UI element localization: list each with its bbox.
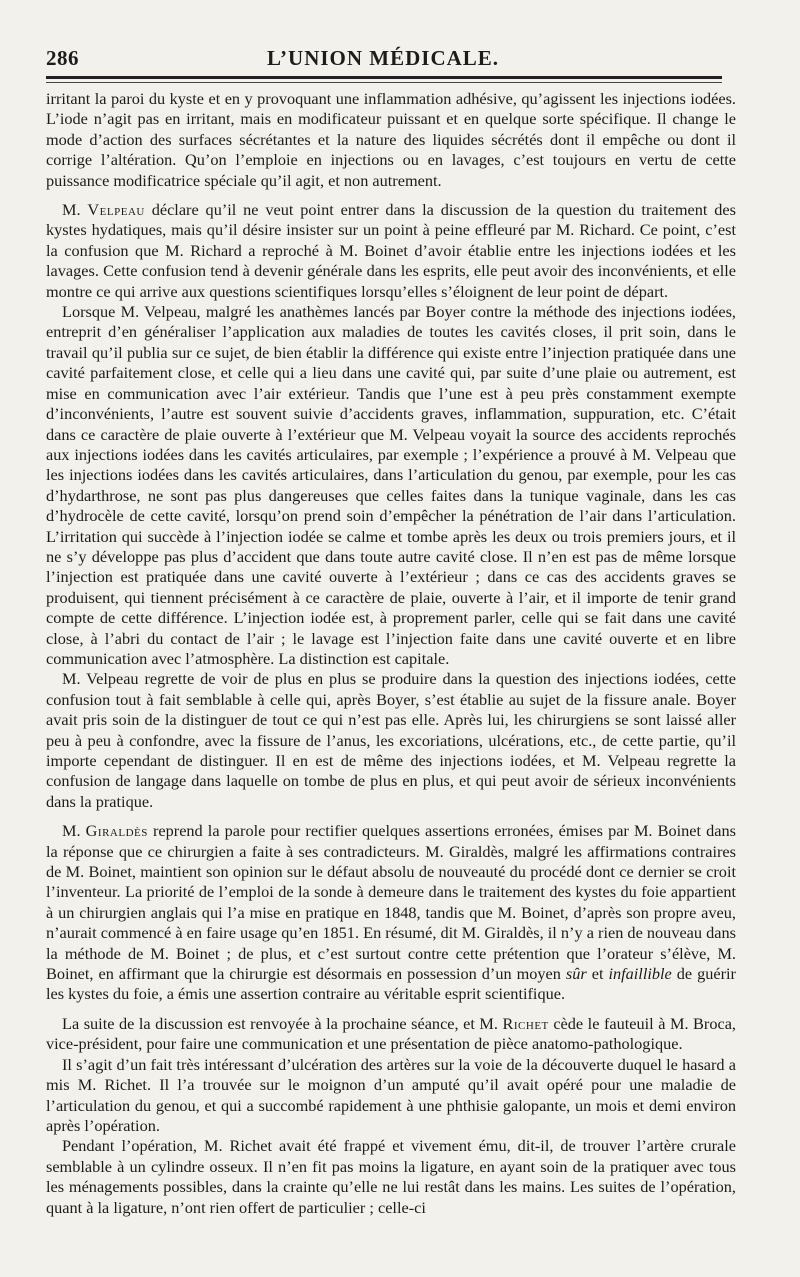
paragraph-spacer xyxy=(46,191,736,200)
running-title: L’UNION MÉDICALE. xyxy=(266,46,500,70)
paragraph-text: de guérir les kystes du foie, a émis une assertion contraire au véritable esprit scientifique. xyxy=(46,964,736,1004)
speaker-prefix: M. xyxy=(62,821,81,841)
paragraph-8 xyxy=(46,1136,736,1218)
paragraph-5 xyxy=(46,821,736,1005)
body-text xyxy=(46,89,736,1218)
paragraph-1 xyxy=(46,89,736,191)
paragraph-spacer xyxy=(46,1005,736,1014)
paragraph-text: reprend la parole pour rectifier quelques assertions erronées, émises par M. Boinet dans la réponse que ce chirurgien a faite à ses contradicteurs. M. Giraldès, malgré les affirmations contraires de M. Boinet, maintient son opinion sur le défaut absolu de nouveauté du procédé dont ce dernier se croit l’inventeur. La priorité de l’emploi de la sonde à demeure dans le traitement des kystes du foie appartient à un chirurgien anglais qui l’a mise en pratique en 1848, tandis que M. Boinet, d’après son propre aveu, n’aurait commencé à en faire usage qu’en 1851. En résumé, dit M. Giraldès, il n’y a rien de nouveau dans la méthode de M. Boinet ; de plus, et c’est surtout contre cette prétention que l’orateur s’élève, M. Boinet, en affirmant que la chirurgie est désormais en possession d’un moyen xyxy=(46,821,736,984)
paragraph-2 xyxy=(46,200,736,302)
speaker-name: Velpeau xyxy=(87,200,145,220)
paragraph-text: Lorsque M. Velpeau, malgré les anathèmes lancés par Boyer contre la méthode des injections iodées, entreprit d’en généraliser l’application aux maladies de toutes les cavités closes, il prit soin, dans le travail qu’il publia sur ce sujet, de bien établir la différence qui existe entre l’injection pratiquée dans une cavité parfaitement close, et celle qui a lieu dans une cavité qui, par suite d’une plaie ou autrement, est mise en communication avec l’air extérieur. Tandis que l’une est à peu près constamment exempte d’inconvénients, l’autre est souvent suivie d’accidents graves, inflammation, suppuration, etc. C’était dans ce caractère de plaie ouverte à l’extérieur que M. Velpeau voyait la source des accidents reprochés aux injections iodées dans les cavités articulaires, par exemple ; l’expérience a prouvé à M. Velpeau que les injections iodées dans les cavités articulaires, dans l’articulation du genou, par exemple, pour les cas d’hydarthrose, ne sont pas plus dangereuses que celles faites dans la tunique vaginale, dans les cas d’hydrocèle de cette cavité, lorsqu’on prend soin d’empêcher la pénétration de l’air dans l’articulation. L’irritation qui succède à l’injection iodée se calme et tombe après les deux ou trois premiers jours, et il ne s’y développe pas plus d’accident que dans toute autre cavité close. Il n’en est pas de même lorsque l’injection est pratiquée dans une cavité ouverte à l’extérieur ; dans ce cas des accidents graves se produisent, qui tiennent précisément à ce caractère de plaie, ouverte à l’air, et il importe de tenir grand compte de cette différence. L’injection iodée est, à proprement parler, celle qui se fait dans une cavité close, à l’abri du contact de l’air ; le lavage est l’injection faite dans une cavité ouverte et en libre communication avec l’atmosphère. La distinction est capitale. xyxy=(46,302,736,668)
paragraph-text: Pendant l’opération, M. Richet avait été frappé et vivement ému, dit-il, de trouver l’artère crurale semblable à un cylindre osseux. Il n’en fit pas moins la ligature, en ayant soin de la pratiquer avec tous les ménagements possibles, dans la crainte qu’elle ne lui restât dans les mains. Les suites de l’opération, quant à la ligature, n’ont rien offert de particulier ; celle-ci xyxy=(46,1136,736,1217)
paragraph-text: La suite de la discussion est renvoyée à la prochaine séance, et M. xyxy=(62,1013,498,1033)
paragraph-text: cède le fauteuil à M. Broca, vice-président, pour faire une communication et une présentation de pièce anatomo-pathologique. xyxy=(46,1013,737,1054)
page-number: 286 xyxy=(46,46,79,70)
speaker-name: Giraldès xyxy=(85,821,148,841)
header-rule-thin xyxy=(46,82,722,83)
paragraph-text: M. Velpeau regrette de voir de plus en plus se produire dans la question des injections iodées, cette confusion tout à fait semblable à celle qui, après Boyer, s’est établie au sujet de la fissure anale. Boyer avait pris soin de la distinguer de tout ce qui n’est pas elle. Après lui, les chirurgiens se sont laissé aller peu à peu à confondre, avec la fissure de l’anus, les excoriations, ulcérations, etc., de cette partie, qu’il importe cependant de distinguer. Il en est de même des injections iodées, et M. Velpeau regrette la confusion de langage dans laquelle on tombe de plus en plus, et qui peut avoir de sérieux inconvénients dans la pratique. xyxy=(46,669,736,811)
italic-word: infaillible xyxy=(608,964,672,984)
speaker-prefix: M. xyxy=(62,200,81,220)
paragraph-text: déclare qu’il ne veut point entrer dans la discussion de la question du traitement des kystes hydatiques, mais qu’il désire insister sur un point à peine effleuré par M. Richard. Ce point, c’est la confusion que M. Richard a reproché à M. Boinet d’avoir établie entre les injections iodées et les lavages. Cette confusion tend à devenir générale dans les esprits, elle peut avoir des inconvénients, et elle montre ce qui arrive aux questions scientifiques lorsqu’elles s’éloignent de leur point de départ. xyxy=(46,200,736,301)
paragraph-text: Il s’agit d’un fait très intéressant d’ulcération des artères sur la voie de la découverte duquel le hasard a mis M. Richet. Il l’a trouvée sur le moignon d’un amputé qu’il avait opéré pour une maladie de l’articulation du genou, et qui a succombé rapidement à une phthisie galopante, un mois et demi environ après l’opération. xyxy=(46,1054,736,1135)
paragraph-spacer xyxy=(46,812,736,821)
paragraph-text: irritant la paroi du kyste et en y provoquant une inflammation adhésive, qu’agissent les injections iodées. L’iode n’agit pas en irritant, mais en modificateur puissant et en quelque sorte spécifique. Il change le mode d’action des surfaces sécrétantes et la nature des liquides sécrétés dont il empêche ou dont il corrige l’altération. Qu’on l’emploie en injections ou en lavages, c’est toujours en vertu de cette puissance modificatrice spéciale qu’il agit, et non autrement. xyxy=(46,89,736,190)
italic-word: sûr xyxy=(565,964,587,984)
paragraph-4 xyxy=(46,669,736,812)
page-header xyxy=(46,46,720,78)
speaker-name: Richet xyxy=(502,1013,549,1033)
paragraph-text: et xyxy=(591,964,604,984)
paragraph-3 xyxy=(46,302,736,669)
paragraph-7 xyxy=(46,1055,736,1137)
header-rule xyxy=(46,76,722,79)
paragraph-6 xyxy=(46,1014,736,1055)
